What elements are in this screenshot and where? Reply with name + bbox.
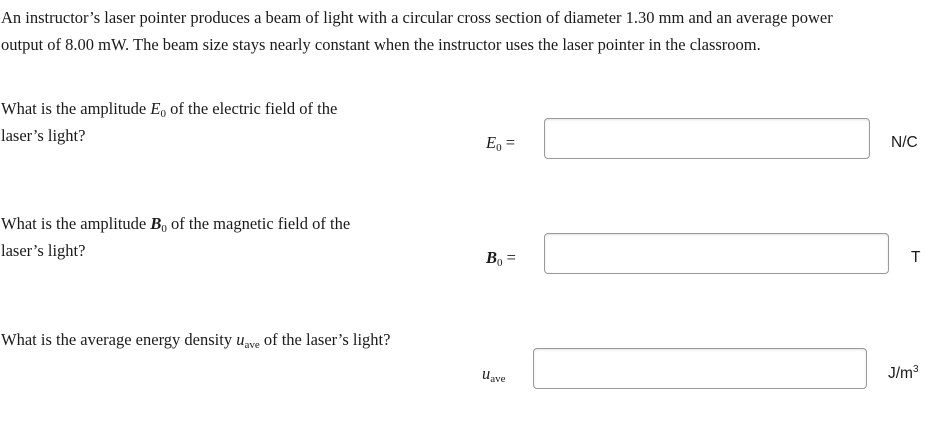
question-2-prefix: What is the amplitude	[1, 214, 151, 233]
b0-label-symbol: B	[486, 248, 498, 267]
uave-answer-input[interactable]	[533, 348, 867, 389]
question-1-subscript: 0	[160, 108, 166, 120]
uave-unit	[888, 364, 919, 384]
uave-label	[482, 364, 506, 384]
b0-unit: T	[911, 249, 921, 266]
e0-label-symbol: E	[486, 133, 497, 152]
question-energy-density	[1, 326, 461, 353]
question-3-prefix: What is the average energy density	[1, 330, 237, 349]
problem-statement	[1, 4, 926, 58]
uave-unit-base: J/m	[888, 365, 913, 382]
uave-label-subscript: ave	[490, 373, 506, 385]
question-2-subscript: 0	[161, 223, 167, 235]
e0-unit: N/C	[891, 134, 918, 151]
question-3-symbol: u	[236, 330, 245, 349]
b0-label-subscript: 0	[497, 257, 503, 269]
problem-statement-line-1: An instructor’s laser pointer produces a beam of light with a circular cross section of diameter 1.30 mm and an average power	[1, 8, 833, 27]
b0-label	[486, 248, 516, 268]
question-2-line-2: laser’s light?	[1, 241, 86, 260]
uave-label-symbol: u	[482, 364, 491, 383]
question-electric-field	[1, 95, 421, 149]
question-3-suffix: of the laser’s light?	[259, 330, 391, 349]
question-3-subscript: ave	[244, 339, 260, 351]
e0-label-subscript: 0	[496, 142, 502, 154]
question-1-symbol: E	[150, 99, 161, 118]
question-2-suffix: of the magnetic field of the	[166, 214, 351, 233]
question-1-line-2: laser’s light?	[1, 126, 86, 145]
question-magnetic-field	[1, 210, 421, 264]
question-1-prefix: What is the amplitude	[1, 99, 151, 118]
question-2-symbol: B	[150, 214, 162, 233]
question-1-suffix: of the electric field of the	[165, 99, 338, 118]
problem-statement-line-2: output of 8.00 mW. The beam size stays nearly constant when the instructor uses the laser pointer in the classroom.	[1, 35, 761, 54]
e0-answer-input[interactable]	[544, 118, 870, 159]
e0-label-equals: =	[501, 133, 516, 152]
e0-label	[486, 133, 515, 153]
uave-unit-exponent: 3	[912, 364, 919, 375]
b0-label-equals: =	[502, 248, 516, 267]
b0-answer-input[interactable]	[544, 233, 889, 274]
